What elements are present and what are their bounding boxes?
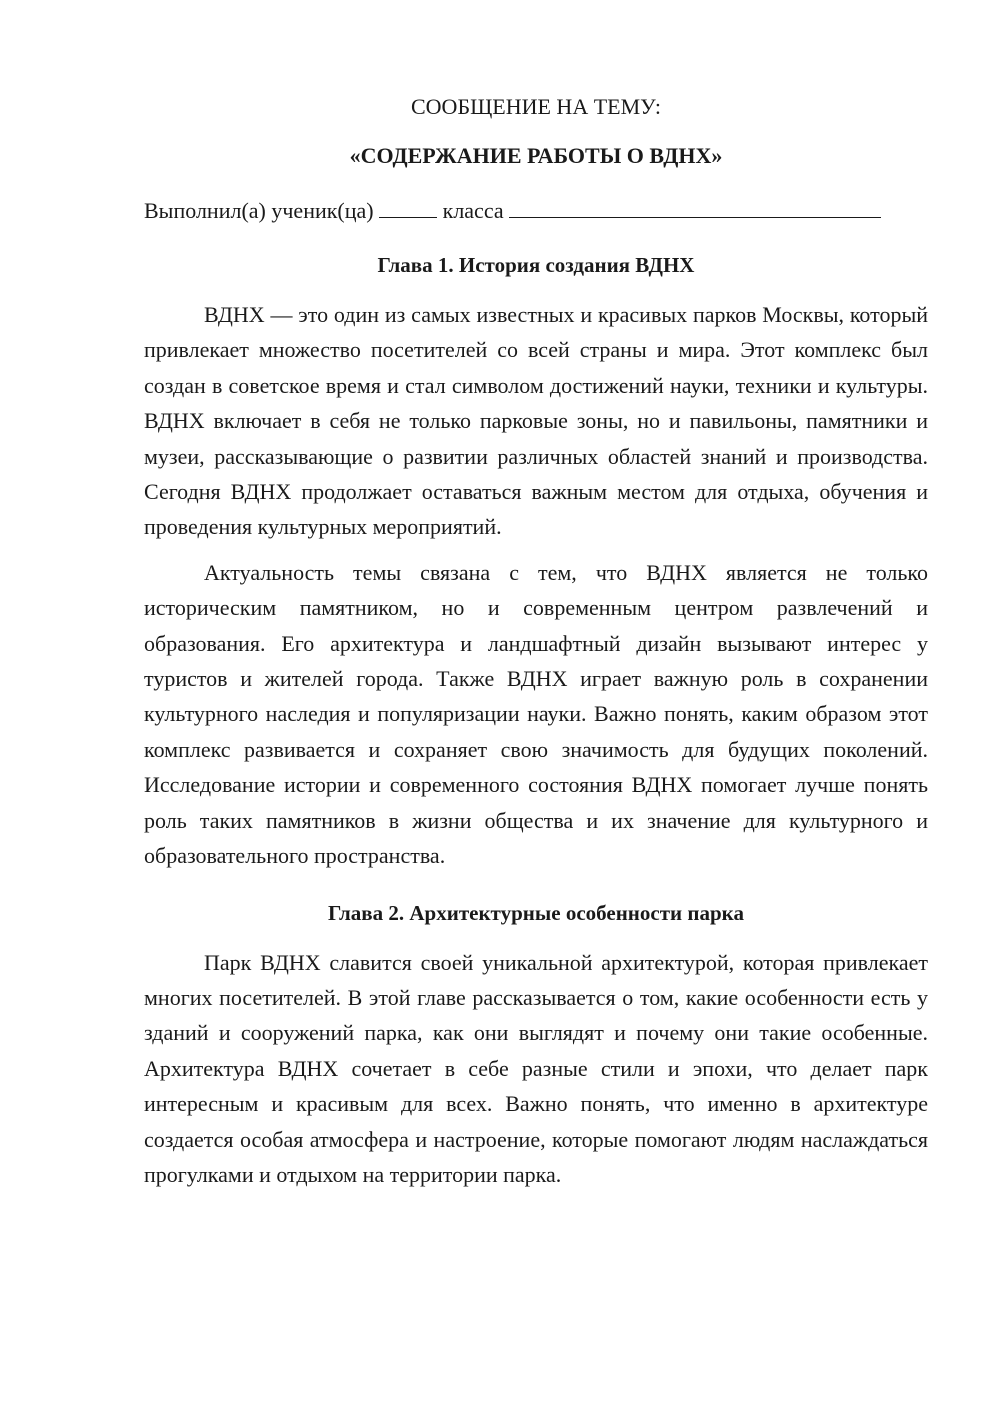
author-prefix: Выполнил(а) ученик(ца) [144, 198, 374, 223]
chapter-2-paragraph-1: Парк ВДНХ славится своей уникальной архитектурой, которая привлекает многих посетителей. В этой главе рассказывается о том, какие особенности есть у зданий и сооружений парка, как они выглядят и почему они такие особенные. Архитектура ВДНХ сочетает в себе разные стили и эпохи, что делает парк интересным и красивым для всех. Важно понять, что именно в архитектуре создается особая атмосфера и настроение, которые помогают людям наслаждаться прогулками и отдыхом на территории парка. [144, 949, 928, 1187]
author-line [144, 196, 928, 226]
chapter-2-heading: Глава 2. Архитектурные особенности парка [328, 900, 744, 925]
document-title-line-1: СООБЩЕНИЕ НА ТЕМУ: [411, 94, 661, 119]
document-page [144, 92, 928, 1192]
author-name-blank [509, 197, 881, 218]
class-number-blank [379, 197, 437, 218]
document-title-line-2: «СОДЕРЖАНИЕ РАБОТЫ О ВДНХ» [349, 143, 723, 168]
class-label: класса [442, 198, 504, 223]
chapter-1-paragraph-2: Актуальность темы связана с тем, что ВДНХ является не только историческим памятником, но и современным центром развлечений и образования. Его архитектура и ландшафтный дизайн вызывают интерес у туристов и жителей города. Также ВДНХ играет важную роль в сохранении культурного наследия и популяризации науки. Важно понять, каким образом этот комплекс развивается и сохраняет свою значимость для будущих поколений. Исследование истории и современного состояния ВДНХ помогает лучше понять роль таких памятников в жизни общества и их значение для культурного и образовательного пространства. [144, 559, 928, 869]
chapter-1-paragraph-1: ВДНХ — это один из самых известных и красивых парков Москвы, который привлекает множество посетителей со всей страны и мира. Этот комплекс был создан в советское время и стал символом достижений науки, техники и культуры. ВДНХ включает в себя не только парковые зоны, но и павильоны, памятники и музеи, рассказывающие о развитии различных областей знаний и производства. Сегодня ВДНХ продолжает оставаться важным местом для отдыха, обучения и проведения культурных мероприятий. [144, 302, 928, 540]
chapter-1-heading: Глава 1. История создания ВДНХ [377, 253, 695, 277]
